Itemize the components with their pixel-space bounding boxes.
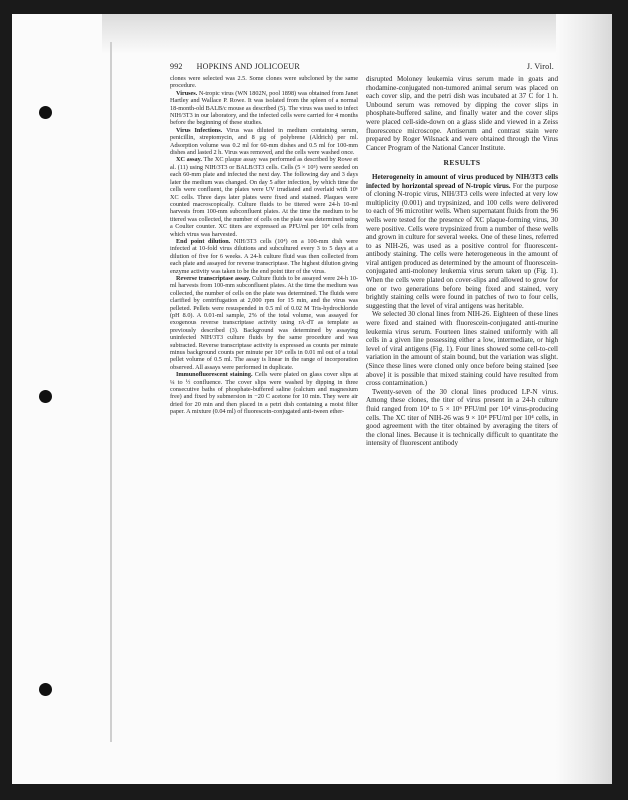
paragraph [366,388,558,448]
punch-hole [39,683,52,696]
paragraph [366,310,558,387]
scan-shadow-right [556,14,612,784]
paragraph: disrupted Moloney leukemia virus serum made in goats and rhodamine-conjugated non-tumored animal serum was placed on each cover slip, and the petri dish was incubated at 37 C for 1 h. Unbound serum was removed by dipping the cover slips in phosphate-buffered saline, and finally water and the cover slips were placed cell-side-down on a glass slide and viewed in a Zeiss fluorescence microscope. Antiserum and contrast stain were prepared by Roger Wilsnack and were obtained through the Virus Cancer Program of the National Cancer Institute. [366,75,558,152]
paragraph-heading: Virus Infections. [176,126,223,134]
paragraph [170,275,358,371]
page-number: 992 [170,62,183,71]
paragraph-text: Virus was diluted in medium containing serum, penicillin, streptomycin, and 8 µg of polybrene (Aldrich) per ml. Adsorption volume was 0.2 ml for 60-mm dishes and 0.5 ml for 100-mm dishes and lasted 2 h. Virus was removed, and the cells were washed once. [170,126,358,157]
running-authors: HOPKINS AND JOLICOEUR [196,62,300,71]
paragraph-text: Twenty-seven of the 30 clonal lines produced LP-N virus. Among these clones, the titer of virus present in a 24-h culture fluid ranged from 10⁴ to 5 × 10⁶ PFU/ml per 10⁴ virus-producing cells. The XC titer of NIH-26 was 9 × 10⁴ PFU/ml per 10⁴ cells, in good agreement with the titer obtained by averaging the titers of the clonal lines. Because it is technically difficult to quantitate the intensity of fluorescent antibody [366,387,558,448]
paragraph-heading: Reverse transcriptase assay. [176,274,251,282]
paragraph [170,156,358,237]
scan-shadow-top [102,14,612,54]
paragraph-text: N-tropic virus (WN 1802N, pool 1898) was obtained from Janet Hartley and Wallace P. Rowe. It was isolated from the spleen of a normal 18-month-old BALB/c mouse as described (5). The virus was used to infect NIH/3T3 in our laboratory, and the infected cells were carried for 4 months before the beginning of these studies. [170,89,358,127]
paragraph [170,90,358,127]
paragraph-text: The XC plaque assay was performed as described by Rowe et al. (11) using NIH/3T3 or BALB/3T3 cells. Cells (5 × 10⁵) were seeded on each 60-mm plate and infected the next day. The following day and 3 days later the medium was changed. On day 5 after infection, by which time the cells were confluent, the plates were UV irradiated and overlaid with 10⁶ XC cells. Three days later plates were fixed and stained. Plaques were counted macroscopically. Culture fluids to be titered were 24-h 10-ml harvests from 100-mm subconfluent plates. At the time the medium to be titered was collected, the number of cells on the plate was determined using a Coulter counter. XC titers are expressed as PFU/ml per 10⁴ cells from which virus was harvested. [170,156,358,238]
journal-name: J. Virol. [526,62,554,71]
paragraph-text: We selected 30 clonal lines from NIH-26. Eighteen of these lines were fixed and stained with fluorescein-conjugated anti-murine leukemia virus serum. Fourteen lines stained uniformly with all cells in a given line possessing either a low, intermediate, or high level of viral antigens (Fig. 1). Four lines showed some cell-to-cell variation in the amount of stain bound, but the variation was slight. (Since these lines were cloned only once before being stained [see above] it is possible that mixed staining could have resulted from cross contamination.) [366,310,558,388]
paragraph-text: NIH/3T3 cells (10⁴) on a 100-mm dish were infected at 10-fold virus dilutions and subcultured every 3 to 5 days at a dilution of five for 6 weeks. A 24-h culture fluid was then collected from each plate and assayed for reverse transcriptase. The highest dilution giving enzyme activity was taken to be the end point titer of the virus. [170,237,358,275]
punch-hole [39,390,52,403]
paragraph-text: Culture fluids to be assayed were 24-h 10-ml harvests from 100-mm subconfluent plates. At the time the medium was collected, the number of cells on the plate was determined. The fluids were clarified by centrifugation at 2,000 rpm for 15 min, and the virus was pelleted. Pellets were resuspended in 0.5 ml of 0.02 M Tris-hydrochloride (pH 8.0). A 0.01-ml sample, 2% of the total volume, was assayed for exogenous reverse transcriptase activity using rA·dT as template as previously described (3). Background was determined by assaying uninfected NIH/3T3 culture fluids by the same procedure and was subtracted. Reverse transcriptase activity is expressed as counts per minute minus background counts per minute per 10⁶ cells in 0.01 ml out of a total pellet volume of 0.5 ml. The assay is linear in the range of incorporation observed. All assays were performed in duplicate. [170,274,358,371]
running-header [170,62,558,71]
paragraph-heading: Viruses. [176,89,198,97]
paragraph-text: For the purpose of cloning N-tropic virus, NIH/3T3 cells were infected at very low multiplicity (0.001) and trypsinized, and 100 cells were delivered to each of 96 microtiter wells. When supernatant fluids from the 96 wells were tested for the presence of XC plaque-forming virus, 30 were positive. Cells were trypsinized from a number of these wells and grown in culture for several weeks. One of these lines, referred to as NIH-26, was used as a positive control for fluorescent-antibody staining. The cells were heterogeneous in the amount of viral antigen produced as determined by the amount of fluorescein-conjugated anti-moloney leukemia virus serum taken up (Fig. 1). When the cells were plated on cover-slips and allowed to grow for one or two generations before being fixed and stained, very brightly staining cells were found in patches of two to four cells, suggesting that the level of viral antigens was heritable. [366,181,558,310]
paragraph-text: Cells were plated on glass cover slips at ¼ to ½ confluence. The cover slips were washed by dipping in three consecutive baths of phosphate-buffered saline (calcium and magnesium free) and fixed by submersion in −20 C acetone for 10 min. They were air dried for 20 min and then placed in a petri dish containing a moist filter paper. A mixture (0.04 ml) of fluorescein-conjugated anti-tween ether- [170,371,358,416]
paragraph [366,173,558,311]
photocopy-edge [110,42,112,742]
paragraph [170,371,358,415]
paragraph-heading: Heterogeneity in amount of virus produced by NIH/3T3 cells infected by horizontal spread of N-tropic virus. [366,172,558,190]
punch-hole [39,106,52,119]
paragraph-heading: Immunofluorescent staining. [176,371,253,379]
paragraph [170,75,358,90]
paragraph-heading: End point dilution. [176,237,231,245]
paragraph [170,238,358,275]
paragraph-text: clones were selected was 2.5. Some clones were subcloned by the same procedure. [170,75,358,90]
left-column [170,75,358,448]
section-heading-results: RESULTS [443,158,481,168]
right-column [366,75,558,448]
paragraph-heading: XC assay. [176,156,202,164]
journal-page [170,62,558,448]
paragraph [170,127,358,157]
